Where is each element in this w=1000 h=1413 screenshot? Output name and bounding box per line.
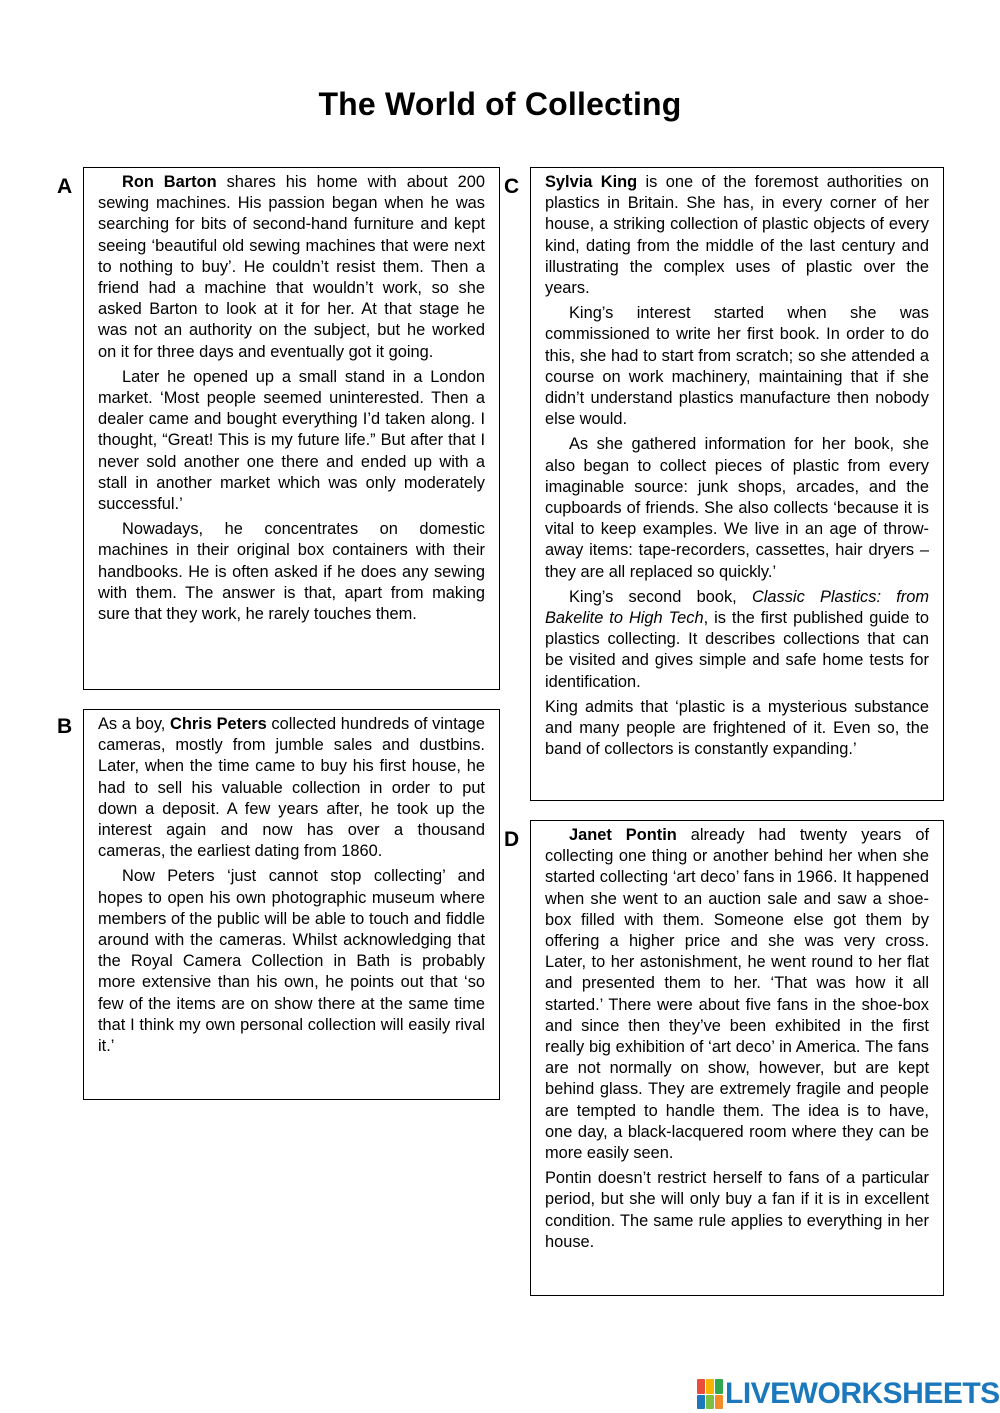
section-a-paragraph-2: Later he opened up a small stand in a London market. ‘Most people seemed uninterested. Then a dealer came and bought everything I’d taken along. I thought, “Great! This is my future life.” But after that I never sold another one there and ended up with a stall in another market which was only moderately successful.’ <box>98 367 485 514</box>
section-a-paragraph-1: Ron Barton shares his home with about 200 sewing machines. His passion began when he was searching for bits of second-hand furniture and kept seeing ‘beautiful old sewing machines that were next to nothing to buy’. He couldn’t resist them. Then a friend had a machine that wouldn’t work, so she asked Barton to look at it for her. At that stage he was not an authority on the subject, but he worked on it for three days and eventually got it going. <box>98 173 486 361</box>
section-a-paragraph-3: Nowadays, he concentrates on domestic machines in their original box containers with their handbooks. He is often asked if he does any sewing with them. The answer is that, apart from making sure that they work, he rarely touches them. <box>98 520 485 624</box>
liveworksheets-icon <box>697 1379 723 1409</box>
section-d-paragraph-1: Janet Pontin already had twenty years of collecting one thing or another behind her when she started collecting ‘art deco’ fans in 1966. It happened when she went to an auction sale and saw a shoe-box filled with them. Someone else got them by offering a higher price and she was very cross. Later, to her astonishment, he went round to her flat and presented them to her. ‘That was how it all started.’ There were about five fans in the shoe-box and since then they’ve been exhibited in the first really big exhibition of ‘art deco’ in America. The fans are not normally on show, however, but are kept behind glass. They are extremely fragile and people are tempted to handle them. The idea is to have, one day, a black-lacquered room where they can be more easily seen. <box>545 826 929 1163</box>
section-b-paragraph-1: As a boy, Chris Peters collected hundreds of vintage cameras, mostly from jumble sales and dustbins. Later, when the time came to buy his first house, he had to sell his valuable collection in order to put down a deposit. A few years after, he took up the interest again and now has over a thousand cameras, the earliest dating from 1860. <box>98 715 486 861</box>
page-title: The World of Collecting <box>318 86 682 122</box>
section-c-paragraph-3: As she gathered information for her book, she also began to collect pieces of plastic from every imaginable source: junk shops, arcades, and the cupboards of friends. She also collects ‘because it is vital to keep examples. We live in an age of throw-away items: tape-recorders, cassettes, hair dryers – they are all replaced so quickly.’ <box>545 435 929 581</box>
section-a-box <box>83 167 500 690</box>
section-b-box <box>83 709 500 1100</box>
section-b-name: Chris Peters <box>170 715 267 733</box>
section-d-paragraph-2: Pontin doesn’t restrict herself to fans of a particular period, but she will only buy a fan if it is in excellent condition. The same rule applies to everything in her house. <box>545 1169 929 1251</box>
section-d-box <box>530 820 944 1296</box>
liveworksheets-wordmark: LIVEWORKSHEETS <box>725 1377 1000 1410</box>
section-c-paragraph-5: King admits that ‘plastic is a mysterious substance and many people are frightened of it. Even so, the band of collectors is constantly expanding.’ <box>545 697 929 759</box>
section-b-paragraph-2: Now Peters ‘just cannot stop collecting’ and hopes to open his own photographic museum where members of the public will be able to touch and fiddle around with the cameras. Whilst acknowledging that the Royal Camera Collection in Bath is probably more extensive than his own, he points out that ‘so few of the items are on show there at the same time that I think my own personal collection will easily rival it.’ <box>98 867 485 1056</box>
section-c-paragraph-1: Sylvia King is one of the foremost authorities on plastics in Britain. She has, in every corner of her house, a striking collection of plastic objects of every kind, dating from the middle of the last century and illustrating the complex uses of plastic over the years. <box>545 173 929 298</box>
section-d-name: Janet Pontin <box>569 826 677 844</box>
section-c-book-title: Classic Plastics: from Bakelite to High Tech <box>545 587 929 628</box>
section-a-letter: A <box>57 175 73 198</box>
section-d-letter: D <box>504 828 520 851</box>
liveworksheets-logo <box>697 1377 1000 1411</box>
section-c-letter: C <box>504 175 520 198</box>
section-c-name: Sylvia King <box>545 173 638 191</box>
section-c-box <box>530 167 944 801</box>
section-c-paragraph-2: King’s interest started when she was commissioned to write her first book. In order to do this, she had to start from scratch; so she attended a course on work machinery, maintaining that if she didn’t understand plastics manufacture then nobody else would. <box>545 304 929 429</box>
section-c-paragraph-4: King’s second book, Classic Plastics: from Bakelite to High Tech, is the first published guide to plastics collecting. It describes collections that can be visited and gives simple and safe home tests for identification. <box>545 587 929 691</box>
section-b-letter: B <box>57 715 73 738</box>
section-a-name: Ron Barton <box>122 173 217 191</box>
